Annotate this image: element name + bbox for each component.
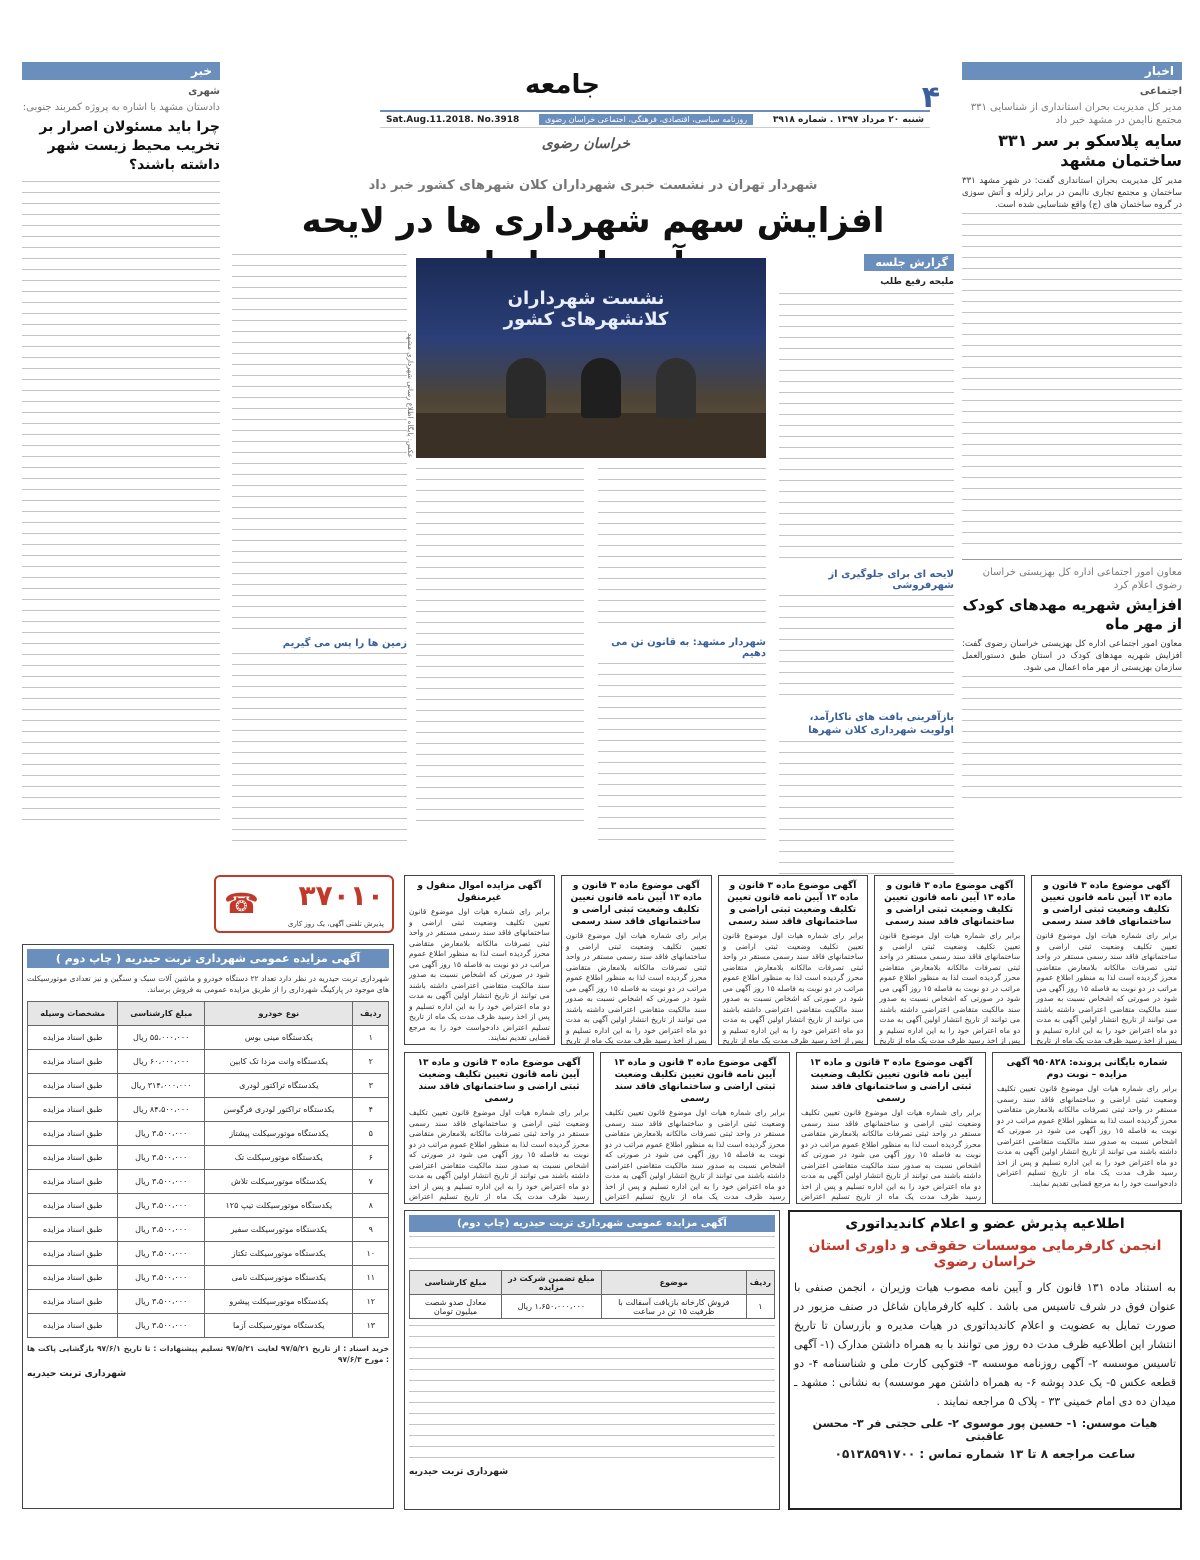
report-text: [779, 293, 954, 563]
table-row: ۱۳ یکدستگاه موتورسیکلت آزما ۳،۵۰۰،۰۰۰ ریال طبق اسناد مزایده: [28, 1314, 389, 1338]
news-body: مدیر کل مدیریت بحران استانداری گفت: در شهر مشهد ۳۳۱ ساختمان و مجتمع تجاری ناایمن در برابر زلزله و آتش سوزی در گروه ساختمان های (ج) واقع شناسایی شده است.: [962, 176, 1182, 210]
notice-body: برابر رای شماره هیات اول موضوع قانون تعیین تکلیف وضعیت ثبتی اراضی و ساختمانهای فاقد سند رسمی مستقر در واحد ثبتی تصرفات مالکانه بلامعارض متقاضی محرز گردیده است لذا به منظور اطلاع عموم مراتب در دو نوبت به فاصله ۱۵ روز آگهی می شود در صورتی که اشخاص نسبت به صدور سند مالکیت متقاضی اعتراضی داشته باشند می توانند از تاریخ انتشار اولین آگهی به مدت دو ماه اعتراض خود را به این اداره تسلیم و پس از اخذ رسید ظرف مدت یک ماه از تاریخ تسلیم اعتراض دادخواست خود را به مرجع قضایی تقدیم نمایند.: [997, 1084, 1177, 1188]
col-type: نوع خودرو: [205, 1002, 353, 1026]
story-text-col-4: [232, 254, 407, 844]
phone-ad-number: ۳۷۰۱۰: [298, 879, 384, 912]
table-row: ۴ یکدستگاه تراکتور لودری فرگوسن ۸۴،۵۰۰،۰۰۰ ریال طبق اسناد مزایده: [28, 1098, 389, 1122]
left-column-head: خبر: [22, 62, 220, 80]
table-row: ۱۰ یکدستگاه موتورسیکلت تکتاز ۳،۵۰۰،۰۰۰ ریال طبق اسناد مزایده: [28, 1242, 389, 1266]
notice-body: برابر رای شماره هیات اول موضوع قانون تعیین تکلیف وضعیت ثبتی اراضی و ساختمانهای فاقد سند رسمی مستقر در واحد ثبتی تصرفات مالکانه بلامعارض متقاضی محرز گردیده است لذا به منظور اطلاع عموم مراتب در دو نوبت به فاصله ۱۵ روز آگهی می شود در صورتی که اشخاص نسبت به صدور سند مالکیت متقاضی اعتراضی داشته باشند می توانند از تاریخ انتشار اولین آگهی به مدت دو ماه اعتراض خود را به این اداره تسلیم و پس از اخذ رسید ظرف مدت یک ماه از تاریخ: [1036, 931, 1177, 1045]
photo-person-2: [581, 358, 621, 418]
news-kicker: مدیر کل مدیریت بحران استانداری از شناسایی ۳۳۱ مجتمع ناایمن در مشهد خبر داد: [970, 102, 1182, 126]
association-title: اطلاعیه پذیرش عضو و اعلام کاندیداتوری: [845, 1216, 1125, 1232]
notice-body: برابر رای شماره هیات اول موضوع قانون تعیین تکلیف وضعیت ثبتی اراضی و ساختمانهای فاقد سند رسمی مستقر در واحد ثبتی تصرفات مالکانه بلامعارض متقاضی محرز گردیده است لذا به منظور اطلاع عموم مراتب در دو نوبت به فاصله ۱۵ روز آگهی می شود در صورتی که اشخاص نسبت به صدور سند مالکیت متقاضی اعتراضی داشته باشند می توانند از تاریخ انتشار اولین آگهی به مدت دو ماه اعتراض خود را به این اداره تسلیم و پس از اخذ رسید ظرف مدت یک ماه از تاریخ: [565, 931, 707, 1045]
subhead-1: لایحه ای برای جلوگیری از شهرفروشی: [828, 569, 954, 591]
auction2-sign: شهرداری تربت حیدریه: [409, 1467, 509, 1477]
col-price: مبلغ کارشناسی: [410, 1271, 502, 1295]
news-title: سایه پلاسکو بر سر ۳۳۱ ساختمان مشهد: [998, 131, 1182, 170]
report-head: گزارش جلسه: [864, 254, 954, 271]
date-bar: [380, 110, 930, 128]
paper-logo: خراسان رضوی: [541, 136, 630, 152]
table-row: ۹ یکدستگاه موتورسیکلت سفیر ۳،۵۰۰،۰۰۰ ریال طبق اسناد مزایده: [28, 1218, 389, 1242]
col-row: ردیف: [746, 1271, 774, 1295]
story-text-col-2: [598, 468, 766, 838]
report-column: [779, 254, 954, 844]
main-kicker: شهردار تهران در نشست خبری شهرداران کلان شهرهای کشور خبر داد: [368, 178, 818, 193]
main-headline: افزایش سهم شهرداری ها در لایحه: [301, 201, 885, 241]
notice-body: برابر رای شماره هیات اول موضوع قانون تعیین تکلیف وضعیت ثبتی اراضی و ساختمانهای فاقد سند رسمی مستقر در واحد ثبتی تصرفات مالکانه بلامعارض متقاضی محرز گردیده است لذا به منظور اطلاع عموم مراتب در دو نوبت به فاصله ۱۵ روز آگهی می شود در صورتی که اشخاص نسبت به صدور سند مالکیت متقاضی اعتراضی داشته باشند می توانند از تاریخ انتشار اولین آگهی به مدت دو ماه اعتراض خود را به این اداره تسلیم و پس از اخذ رسید ظرف مدت یک ماه از تاریخ: [722, 931, 864, 1045]
table-row: ۱ یکدستگاه مینی بوس ۵۵،۰۰۰،۰۰۰ ریال طبق اسناد مزایده: [28, 1026, 389, 1050]
left-news-column: [22, 62, 220, 852]
right-column-head: اخبار: [962, 62, 1182, 80]
page-header: [230, 62, 940, 172]
photo-banner: نشست شهرداران کلانشهرهای کشور: [503, 288, 669, 330]
table-row: ۵ یکدستگاه موتورسیکلت پیشتاز ۳،۵۰۰،۰۰۰ ریال طبق اسناد مزایده: [28, 1122, 389, 1146]
news-body-2-text: [962, 676, 1182, 806]
phone-ad-sub: پذیرش تلفنی آگهی، یک روز کاری: [287, 920, 384, 928]
report-text-3: [779, 741, 954, 881]
auction2-table: [409, 1270, 775, 1319]
notice-body: برابر رای شماره هیات اول موضوع قانون تعیین تکلیف وضعیت ثبتی اراضی و ساختمانهای فاقد سند رسمی مستقر در واحد ثبتی تصرفات مالکانه بلامعارض متقاضی محرز گردیده است لذا به منظور اطلاع عموم مراتب در دو نوبت به فاصله ۱۵ روز آگهی می شود در صورتی که اشخاص نسبت به صدور سند مالکیت متقاضی اعتراضی داشته باشند می توانند از تاریخ انتشار اولین آگهی به مدت دو ماه اعتراض خود را به این اداره تسلیم و پس از اخذ رسید ظرف مدت یک ماه از تاریخ تسلیم اعتراض دادخواست خود را به مرجع قضایی تقدیم نمایند.: [409, 907, 550, 1042]
table-row: ۷ یکدستگاه موتورسیکلت تلاش ۳،۵۰۰،۰۰۰ ریال طبق اسناد مزایده: [28, 1170, 389, 1194]
notice-body: برابر رای شماره هیات اول موضوع قانون تعیین تکلیف وضعیت ثبتی اراضی و ساختمانهای فاقد سند رسمی مستقر در واحد ثبتی تصرفات مالکانه بلامعارض متقاضی محرز گردیده است لذا به منظور اطلاع عموم مراتب در دو نوبت به فاصله ۱۵ روز آگهی می شود در صورتی که اشخاص نسبت به صدور سند مالکیت متقاضی اعتراضی داشته باشند می توانند از تاریخ انتشار اولین آگهی به مدت دو ماه اعتراض خود را به این اداره تسلیم و پس از اخذ رسید ظرف مدت یک ماه از تاریخ تسلیم اعتراض: [409, 1108, 589, 1201]
auction-ad-1: [22, 944, 394, 1509]
notice-top-4: آگهی موضوع ماده ۳ قانون و ماده ۱۳ آیین نامه قانون تعیین تکلیف وضعیت ثبتی اراضی و ساختمانهای فاقد سند رسمی برابر رای شماره هیات اول موضوع قانون تعیین تکلیف وضعیت ثبتی اراضی و ساختمانهای فاقد سند رسمی مستقر در واحد ثبتی تصرفات مالکانه بلامعارض متقاضی محرز گردیده است لذا به منظور اطلاع عموم مراتب در دو نوبت به فاصله ۱۵ روز آگهی می شود در صورتی که اشخاص نسبت به صدور سند مالکیت متقاضی اعتراضی داشته باشند می توانند از تاریخ انتشار اولین آگهی به مدت دو ماه اعتراض خود را به این اداره تسلیم و پس از اخذ رسید ظرف مدت یک ماه از تاریخ: [561, 875, 712, 1045]
table-row: ۶ یکدستگاه موتورسیکلت تک ۳،۵۰۰،۰۰۰ ریال طبق اسناد مزایده: [28, 1146, 389, 1170]
photo-table: [416, 413, 766, 458]
col-price: مبلغ کارشناسی: [118, 1002, 205, 1026]
notice-top-2: آگهی موضوع ماده ۳ قانون و ماده ۱۳ آیین نامه قانون تعیین تکلیف وضعیت ثبتی اراضی و ساختمانهای فاقد سند رسمی برابر رای شماره هیات اول موضوع قانون تعیین تکلیف وضعیت ثبتی اراضی و ساختمانهای فاقد سند رسمی مستقر در واحد ثبتی تصرفات مالکانه بلامعارض متقاضی محرز گردیده است لذا به منظور اطلاع عموم مراتب در دو نوبت به فاصله ۱۵ روز آگهی می شود در صورتی که اشخاص نسبت به صدور سند مالکیت متقاضی اعتراضی داشته باشند می توانند از تاریخ انتشار اولین آگهی به مدت دو ماه اعتراض خود را به این اداره تسلیم و پس از اخذ رسید ظرف مدت یک ماه از تاریخ: [874, 875, 1025, 1045]
paper-subtitle: روزنامه سیاسی، اقتصادی، فرهنگی، اجتماعی خراسان رضوی: [539, 114, 753, 125]
association-subtitle: انجمن کارفرمایی موسسات حقوقی و داوری استان خراسان رضوی: [808, 1238, 1162, 1270]
table-row: ۳ یکدستگاه تراکتور لودری ۳۱۴،۰۰۰،۰۰۰ ریال طبق اسناد مزایده: [28, 1074, 389, 1098]
right-column-sub: اجتماعی: [1139, 86, 1182, 97]
notice-body: برابر رای شماره هیات اول موضوع قانون تعیین تکلیف وضعیت ثبتی اراضی و ساختمانهای فاقد سند رسمی مستقر در واحد ثبتی تصرفات مالکانه بلامعارض متقاضی محرز گردیده است لذا به منظور اطلاع عموم مراتب در دو نوبت به فاصله ۱۵ روز آگهی می شود در صورتی که اشخاص نسبت به صدور سند مالکیت متقاضی اعتراضی داشته باشند می توانند از تاریخ انتشار اولین آگهی به مدت دو ماه اعتراض خود را به این اداره تسلیم و پس از اخذ رسید ظرف مدت یک ماه از تاریخ تسلیم اعتراض: [605, 1108, 785, 1201]
auction1-table: [27, 1001, 389, 1338]
left-news-title: چرا باید مسئولان اصرار بر تخریب محیط زیست شهر داشته باشند؟: [39, 119, 220, 173]
auction2-title: آگهی مزایده عمومی شهرداری تربت حیدریه (چاپ دوم): [409, 1215, 775, 1232]
notice-mid-3: آگهی موضوع ماده ۳ قانون و ماده ۱۳ آیین نامه قانون تعیین تکلیف وضعیت ثبتی اراضی و ساختمانهای فاقد سند رسمی برابر رای شماره هیات اول موضوع قانون تعیین تکلیف وضعیت ثبتی اراضی و ساختمانهای فاقد سند رسمی مستقر در واحد ثبتی تصرفات مالکانه بلامعارض متقاضی محرز گردیده است لذا به منظور اطلاع عموم مراتب در دو نوبت به فاصله ۱۵ روز آگهی می شود در صورتی که اشخاص نسبت به صدور سند مالکیت متقاضی اعتراضی داشته باشند می توانند از تاریخ انتشار اولین آگهی به مدت دو ماه اعتراض خود را به این اداره تسلیم و پس از اخذ رسید ظرف مدت یک ماه از تاریخ تسلیم اعتراض: [600, 1052, 790, 1204]
auction1-sign: شهرداری تربت حیدریه: [27, 1369, 127, 1379]
table-row: ۱۲ یکدستگاه موتورسیکلت پیشرو ۳،۵۰۰،۰۰۰ ریال طبق اسناد مزایده: [28, 1290, 389, 1314]
notice-mid-1: شماره بایگانی پرونده: ۹۵۰۸۲۸ آگهی مزایده – نوبت دوم برابر رای شماره هیات اول موضوع قانون تعیین تکلیف وضعیت ثبتی اراضی و ساختمانهای فاقد سند رسمی مستقر در واحد ثبتی تصرفات مالکانه بلامعارض متقاضی محرز گردیده است لذا به منظور اطلاع عموم مراتب در دو نوبت به فاصله ۱۵ روز آگهی می شود در صورتی که اشخاص نسبت به صدور سند مالکیت متقاضی اعتراضی داشته باشند می توانند از تاریخ انتشار اولین آگهی به مدت دو ماه اعتراض خود را به این اداره تسلیم و پس از اخذ رسید ظرف مدت یک ماه از تاریخ تسلیم اعتراض دادخواست خود را به مرجع قضایی تقدیم نمایند.: [992, 1052, 1182, 1204]
page-number: ۴: [921, 80, 940, 115]
meeting-photo: [416, 258, 766, 458]
auction-ad-2: [404, 1210, 780, 1510]
news-body-2: معاون امور اجتماعی اداره کل بهزیستی خراسان رضوی گفت: افزایش شهریه مهدهای کودک در استان طبق دستورالعمل سازمان بهزیستی از مهر ماه اعمال می شود.: [962, 639, 1182, 673]
notice-top-3: آگهی موضوع ماده ۳ قانون و ماده ۱۳ آیین نامه قانون تعیین تکلیف وضعیت ثبتی اراضی و ساختمانهای فاقد سند رسمی برابر رای شماره هیات اول موضوع قانون تعیین تکلیف وضعیت ثبتی اراضی و ساختمانهای فاقد سند رسمی مستقر در واحد ثبتی تصرفات مالکانه بلامعارض متقاضی محرز گردیده است لذا به منظور اطلاع عموم مراتب در دو نوبت به فاصله ۱۵ روز آگهی می شود در صورتی که اشخاص نسبت به صدور سند مالکیت متقاضی اعتراضی داشته باشند می توانند از تاریخ انتشار اولین آگهی به مدت دو ماه اعتراض خود را به این اداره تسلیم و پس از اخذ رسید ظرف مدت یک ماه از تاریخ: [718, 875, 869, 1045]
auction1-intro: شهرداری تربت حیدریه در نظر دارد تعداد ۲۲ دستگاه خودرو و ماشین آلات سبک و سنگین و نیز تعدادی موتورسیکلت های موجود در پارکینگ شهرداری را از طریق مزایده عمومی به فروش برساند.: [27, 974, 389, 994]
table-row: ۲ یکدستگاه وانت مزدا تک کابین ۶۰،۰۰۰،۰۰۰ ریال طبق اسناد مزایده: [28, 1050, 389, 1074]
news-kicker-2: معاون امور اجتماعی اداره کل بهزیستی خراسان رضوی اعلام کرد: [982, 567, 1182, 591]
table-header-row: [410, 1271, 775, 1295]
divider: [962, 559, 1182, 560]
association-contact: ساعت مراجعه ۸ تا ۱۳ شماره تماس : ۰۵۱۳۸۵۹۱۷۰۰: [834, 1447, 1136, 1461]
notice-row-mid: [404, 1052, 1182, 1204]
association-body: به استناد ماده ۱۳۱ قانون کار و آیین نامه مصوب هیات وزیران ، انجمن صنفی با عنوان فوق در شرف تاسیس می باشد . کلیه کارفرمایان شاغل در صنف مزبور در صورت تمایل به عضویت و اعلام کاندیداتوری در هیات مدیره و بازرسان تا تاریخ انتشار این اطلاعیه ظرف مدت ده روز می توانند با به همراه داشتن مدارک (۱- آگهی تاسیس موسسه ۲- آگهی روزنامه موسسه ۳- فتوکپی کارت ملی و شناسنامه ۴- دو قطعه عکس ۵- یک عدد پوشه ۶- به همراه داشتن مهر موسسه) به نشانی : مشهد ـ میدان ده دی امام خمینی ۳۳ - پلاک ۵ مراجعه نمایند .: [794, 1281, 1177, 1408]
table-row: ۸ یکدستگاه موتورسیکلت تیپ ۱۲۵ ۳،۵۰۰،۰۰۰ ریال طبق اسناد مزایده: [28, 1194, 389, 1218]
report-author: ملیحه رفیع طلب: [880, 277, 954, 287]
col-deposit: مبلغ تضمین شرکت در مزایده: [502, 1271, 602, 1295]
col-row: ردیف: [353, 1002, 389, 1026]
left-news-kicker: دادستان مشهد با اشاره به پروژه کمربند جنوبی:: [22, 102, 220, 113]
col-spec: مشخصات وسیله: [28, 1002, 118, 1026]
table-row: ۱۱ یکدستگاه موتورسیکلت نامی ۳،۵۰۰،۰۰۰ ریال طبق اسناد مزایده: [28, 1266, 389, 1290]
col-subject: موضوع: [601, 1271, 746, 1295]
subhead-2: بازآفرینی بافت های ناکارآمد، اولویت شهرداری کلان شهرها: [808, 712, 954, 736]
subhead-4: زمین ها را پس می گیریم: [282, 638, 407, 649]
auction1-footer: خرید اسناد : از تاریخ ۹۷/۵/۲۱ لغایت ۹۷/۵/۲۱ تسلیم پیشنهادات : تا تاریخ ۹۷/۶/۱ بازگشایی پاکت ها : مورخ ۹۷/۶/۳: [27, 1344, 389, 1364]
notice-mid-2: آگهی موضوع ماده ۳ قانون و ماده ۱۳ آیین نامه قانون تعیین تکلیف وضعیت ثبتی اراضی و ساختمانهای فاقد سند رسمی برابر رای شماره هیات اول موضوع قانون تعیین تکلیف وضعیت ثبتی اراضی و ساختمانهای فاقد سند رسمی مستقر در واحد ثبتی تصرفات مالکانه بلامعارض متقاضی محرز گردیده است لذا به منظور اطلاع عموم مراتب در دو نوبت به فاصله ۱۵ روز آگهی می شود در صورتی که اشخاص نسبت به صدور سند مالکیت متقاضی اعتراضی داشته باشند می توانند از تاریخ انتشار اولین آگهی به مدت دو ماه اعتراض خود را به این اداره تسلیم و پس از اخذ رسید ظرف مدت یک ماه از تاریخ تسلیم اعتراض: [796, 1052, 986, 1204]
phone-ad: [214, 875, 394, 933]
right-news-column: [962, 62, 1182, 844]
phone-icon: ☎: [224, 887, 259, 920]
notice-body: برابر رای شماره هیات اول موضوع قانون تعیین تکلیف وضعیت ثبتی اراضی و ساختمانهای فاقد سند رسمی مستقر در واحد ثبتی تصرفات مالکانه بلامعارض متقاضی محرز گردیده است لذا به منظور اطلاع عموم مراتب در دو نوبت به فاصله ۱۵ روز آگهی می شود در صورتی که اشخاص نسبت به صدور سند مالکیت متقاضی اعتراضی داشته باشند می توانند از تاریخ انتشار اولین آگهی به مدت دو ماه اعتراض خود را به این اداره تسلیم و پس از اخذ رسید ظرف مدت یک ماه از تاریخ تسلیم اعتراض: [801, 1108, 981, 1201]
photo-caption: عکس: پایگاه اطلاع رسانی شهرداری مشهد: [406, 333, 414, 458]
left-column-sub: شهری: [188, 86, 220, 97]
notice-top-5: آگهی مزایده اموال منقول و غیرمنقول برابر رای شماره هیات اول موضوع قانون تعیین تکلیف وضعیت ثبتی اراضی و ساختمانهای فاقد سند رسمی مستقر در واحد ثبتی تصرفات مالکانه بلامعارض متقاضی محرز گردیده است لذا به منظور اطلاع عموم مراتب در دو نوبت به فاصله ۱۵ روز آگهی می شود در صورتی که اشخاص نسبت به صدور سند مالکیت متقاضی اعتراضی داشته باشند می توانند از تاریخ انتشار اولین آگهی به مدت دو ماه اعتراض خود را به این اداره تسلیم و پس از اخذ رسید ظرف مدت یک ماه از تاریخ تسلیم اعتراض دادخواست خود را به مرجع قضایی تقدیم نمایند.: [404, 875, 555, 1045]
report-text-2: [779, 595, 954, 705]
main-story: [232, 178, 954, 848]
table-header-row: [28, 1002, 389, 1026]
auction1-title: آگهی مزایده عمومی شهرداری تربت حیدریه ( چاپ دوم ): [27, 949, 389, 968]
subhead-3: شهردار مشهد: به قانون تن می دهیم: [611, 637, 766, 659]
photo-person-3: [656, 358, 696, 418]
left-news-body-text: [22, 181, 220, 821]
section-title: جامعه: [524, 70, 600, 100]
association-founders: هیات موسس: ۱- حسین پور موسوی ۲- علی حجتی فر ۳- محسن عاقبتی: [812, 1417, 1158, 1443]
date-fa: شنبه ۲۰ مرداد ۱۳۹۷ . شماره ۳۹۱۸: [772, 114, 924, 125]
story-text-col-3: [416, 468, 584, 838]
date-en: Sat.Aug.11.2018. No.3918: [386, 114, 520, 125]
notice-row-top: [404, 875, 1182, 1045]
photo-person-1: [506, 358, 546, 418]
news-title-2: افزایش شهریه مهدهای کودک از مهر ماه: [962, 596, 1182, 633]
news-body-text: [962, 213, 1182, 553]
notice-mid-4: آگهی موضوع ماده ۳ قانون و ماده ۱۳ آیین نامه قانون تعیین تکلیف وضعیت ثبتی اراضی و ساختمانهای فاقد سند رسمی برابر رای شماره هیات اول موضوع قانون تعیین تکلیف وضعیت ثبتی اراضی و ساختمانهای فاقد سند رسمی مستقر در واحد ثبتی تصرفات مالکانه بلامعارض متقاضی محرز گردیده است لذا به منظور اطلاع عموم مراتب در دو نوبت به فاصله ۱۵ روز آگهی می شود در صورتی که اشخاص نسبت به صدور سند مالکیت متقاضی اعتراضی داشته باشند می توانند از تاریخ انتشار اولین آگهی به مدت دو ماه اعتراض خود را به این اداره تسلیم و پس از اخذ رسید ظرف مدت یک ماه از تاریخ تسلیم اعتراض: [404, 1052, 594, 1204]
table-row: ۱ فروش کارخانه بازیافت آسفالت با ظرفیت ۱۵ تن در ساعت ۱،۶۵۰،۰۰۰،۰۰۰ ریال معادل صدو شصت میلیون تومان: [410, 1295, 775, 1319]
association-notice: [788, 1210, 1182, 1510]
notice-top-1: آگهی موضوع ماده ۳ قانون و ماده ۱۳ آیین نامه قانون تعیین تکلیف وضعیت ثبتی اراضی و ساختمانهای فاقد سند رسمی برابر رای شماره هیات اول موضوع قانون تعیین تکلیف وضعیت ثبتی اراضی و ساختمانهای فاقد سند رسمی مستقر در واحد ثبتی تصرفات مالکانه بلامعارض متقاضی محرز گردیده است لذا به منظور اطلاع عموم مراتب در دو نوبت به فاصله ۱۵ روز آگهی می شود در صورتی که اشخاص نسبت به صدور سند مالکیت متقاضی اعتراضی داشته باشند می توانند از تاریخ انتشار اولین آگهی به مدت دو ماه اعتراض خود را به این اداره تسلیم و پس از اخذ رسید ظرف مدت یک ماه از تاریخ: [1031, 875, 1182, 1045]
notice-body: برابر رای شماره هیات اول موضوع قانون تعیین تکلیف وضعیت ثبتی اراضی و ساختمانهای فاقد سند رسمی مستقر در واحد ثبتی تصرفات مالکانه بلامعارض متقاضی محرز گردیده است لذا به منظور اطلاع عموم مراتب در دو نوبت به فاصله ۱۵ روز آگهی می شود در صورتی که اشخاص نسبت به صدور سند مالکیت متقاضی اعتراضی داشته باشند می توانند از تاریخ انتشار اولین آگهی به مدت دو ماه اعتراض خود را به این اداره تسلیم و پس از اخذ رسید ظرف مدت یک ماه از تاریخ: [879, 931, 1021, 1045]
